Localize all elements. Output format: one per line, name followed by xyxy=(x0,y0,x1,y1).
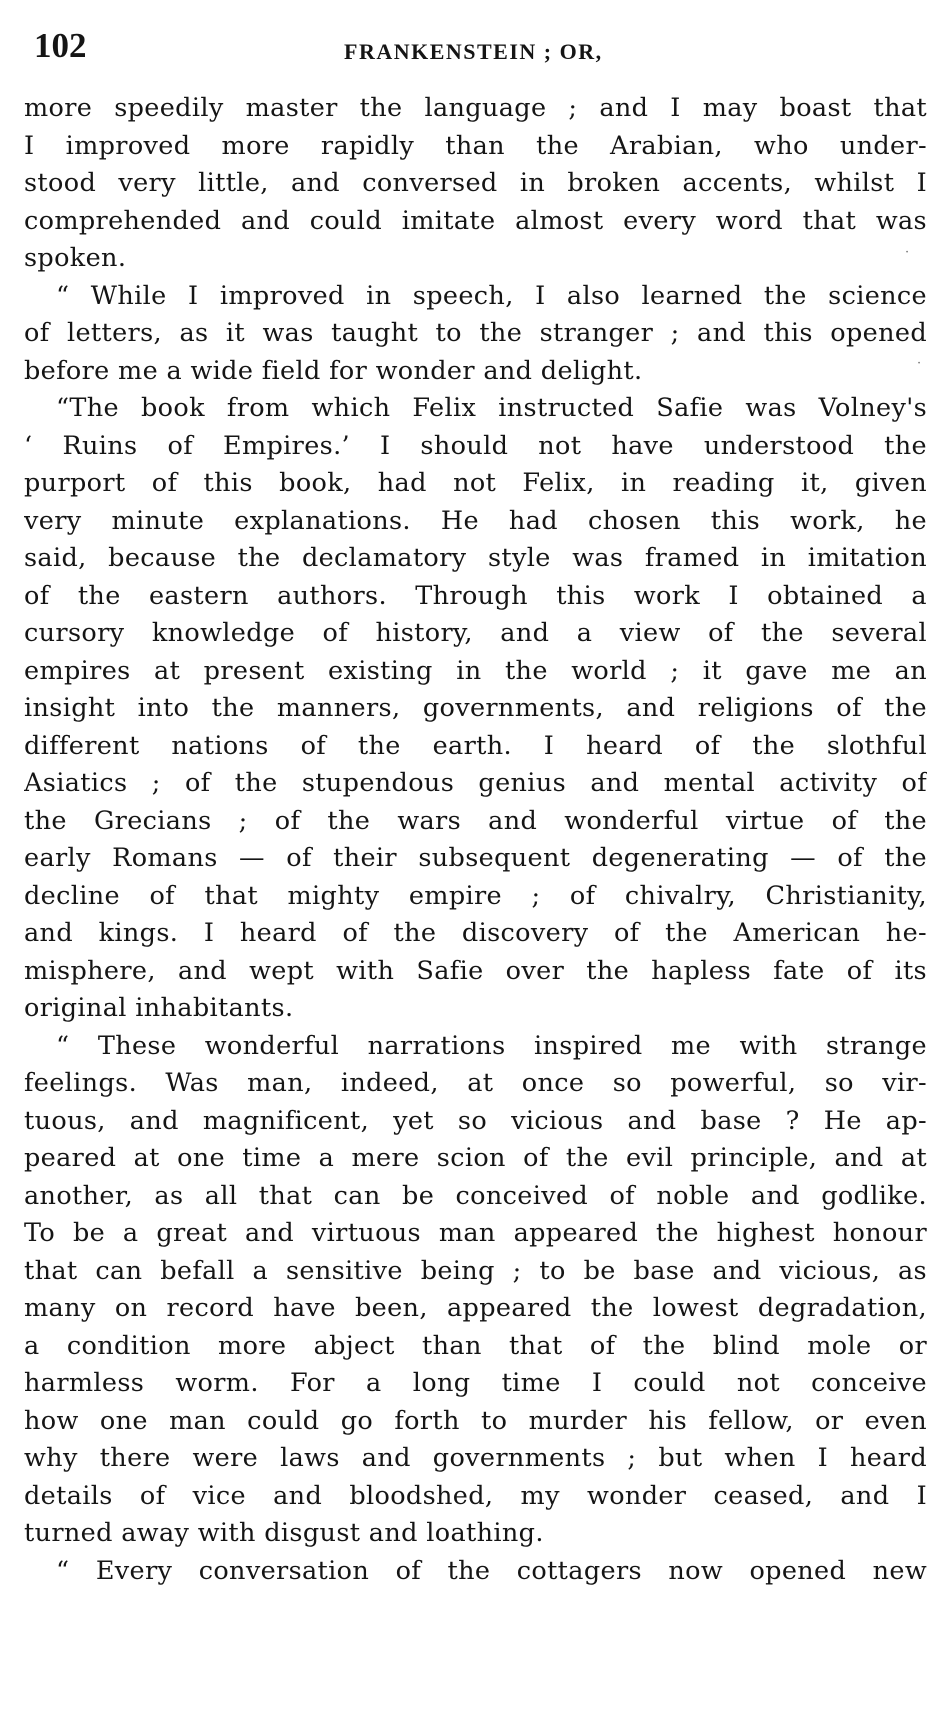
body-text xyxy=(24,90,927,1590)
text-line: of letters, as it was taught to the stranger ; and this opened xyxy=(24,318,927,348)
text-line: stood very little, and conversed in broken accents, whilst I xyxy=(24,168,927,198)
text-line: peared at one time a mere scion of the evil principle, and at xyxy=(24,1143,927,1173)
text-line: “ While I improved in speech, I also learned the science xyxy=(56,280,927,311)
text-line: how one man could go forth to murder his fellow, or even xyxy=(24,1405,927,1436)
running-head: FRANKENSTEIN ; OR, xyxy=(344,39,603,64)
text-line: comprehended and could imitate almost every word that was xyxy=(24,205,927,236)
text-line: To be a great and virtuous man appeared the highest honour xyxy=(24,1218,927,1248)
text-line: said, because the declamatory style was framed in imitation xyxy=(24,543,927,573)
text-line: very minute explanations. He had chosen this work, he xyxy=(24,505,927,536)
text-line: a condition more abject than that of the blind mole or xyxy=(24,1330,927,1361)
page-number: 102 xyxy=(34,26,87,65)
text-line: “The book from which Felix instructed Safie was Volney's xyxy=(56,393,927,423)
text-line: I improved more rapidly than the Arabian, who under- xyxy=(24,130,927,161)
text-line: before me a wide field for wonder and delight. xyxy=(24,355,643,386)
text-line: purport of this book, had not Felix, in reading it, given xyxy=(24,468,927,498)
text-line: feelings. Was man, indeed, at once so powerful, so vir- xyxy=(24,1068,927,1098)
text-line: “ Every conversation of the cottagers now opened new xyxy=(56,1555,927,1586)
text-line: and kings. I heard of the discovery of the American he- xyxy=(24,918,927,948)
page-header xyxy=(26,24,926,74)
text-line: the Grecians ; of the wars and wonderful virtue of the xyxy=(24,805,927,836)
text-line: turned away with disgust and loathing. xyxy=(24,1518,544,1548)
text-line: “ These wonderful narrations inspired me with strange xyxy=(56,1030,927,1061)
text-line: another, as all that can be conceived of noble and godlike. xyxy=(24,1180,927,1211)
text-line: empires at present existing in the world ; it gave me an xyxy=(24,655,927,686)
text-line: many on record have been, appeared the lowest degradation, xyxy=(24,1293,927,1323)
text-line: ‘ Ruins of Empires.’ I should not have understood the xyxy=(24,430,927,461)
print-speck: · xyxy=(917,356,922,371)
text-line: insight into the manners, governments, and religions of the xyxy=(24,693,927,723)
text-line: of the eastern authors. Through this work I obtained a xyxy=(24,580,927,611)
text-line: more speedily master the language ; and I may boast that xyxy=(24,93,927,123)
text-line: why there were laws and governments ; but when I heard xyxy=(24,1443,927,1473)
text-line: original inhabitants. xyxy=(24,993,294,1023)
text-line: different nations of the earth. I heard of the slothful xyxy=(24,730,927,761)
text-line: early Romans — of their subsequent degenerating — of the xyxy=(24,843,927,873)
text-line: cursory knowledge of history, and a view of the several xyxy=(24,618,927,648)
text-line: that can befall a sensitive being ; to be base and vicious, as xyxy=(24,1255,927,1286)
text-line: decline of that mighty empire ; of chivalry, Christianity, xyxy=(24,880,927,911)
text-line: Asiatics ; of the stupendous genius and mental activity of xyxy=(24,768,927,798)
text-line: tuous, and magnificent, yet so vicious and base ? He ap- xyxy=(24,1105,927,1136)
text-line: harmless worm. For a long time I could not conceive xyxy=(24,1368,927,1398)
text-line: misphere, and wept with Safie over the hapless fate of its xyxy=(24,955,927,986)
text-line: details of vice and bloodshed, my wonder ceased, and I xyxy=(24,1480,927,1511)
text-line: spoken. xyxy=(24,243,127,273)
print-speck: · xyxy=(905,245,910,260)
